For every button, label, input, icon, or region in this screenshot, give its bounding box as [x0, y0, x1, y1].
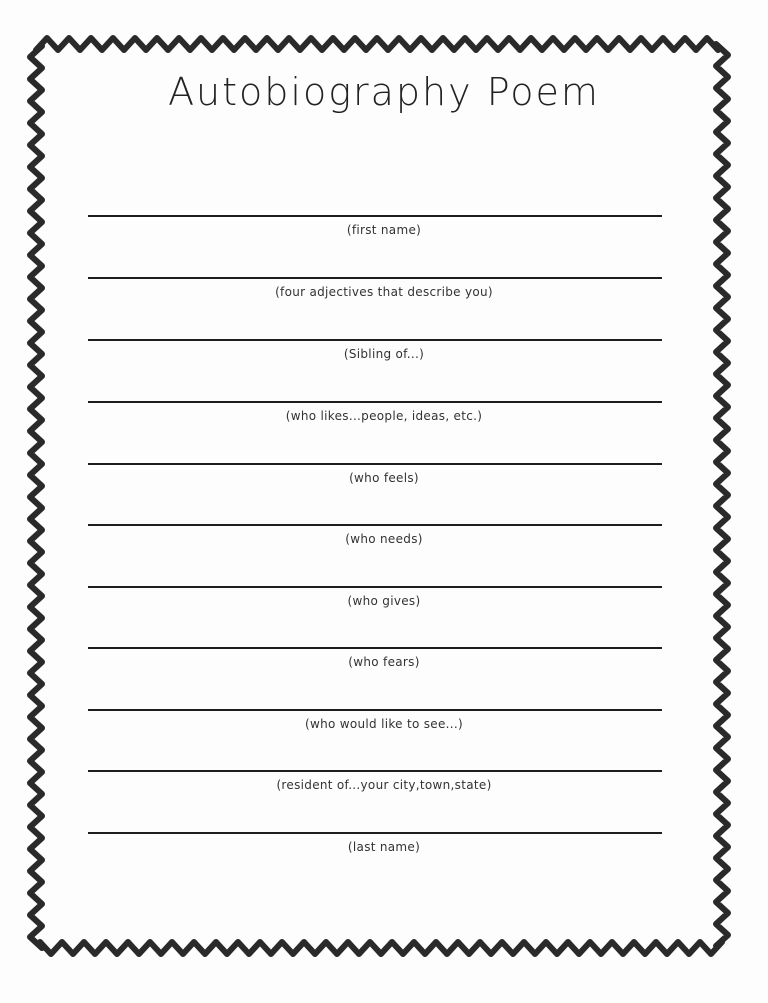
- answer-line[interactable]: [88, 647, 662, 649]
- answer-line[interactable]: [88, 770, 662, 772]
- answer-line[interactable]: [88, 463, 662, 465]
- field-sibling-of: [0, 339, 768, 379]
- field-who-likes: [0, 401, 768, 441]
- field-who-feels: [0, 463, 768, 503]
- answer-line[interactable]: [88, 339, 662, 341]
- field-caption: (who would like to see...): [305, 717, 463, 731]
- field-caption: (first name): [346, 223, 422, 237]
- field-caption: (Sibling of...): [343, 347, 425, 361]
- field-resident-of: [0, 770, 768, 810]
- answer-line[interactable]: [88, 709, 662, 711]
- answer-line[interactable]: [88, 401, 662, 403]
- field-caption: (who likes...people, ideas, etc.): [285, 409, 483, 423]
- answer-line[interactable]: [88, 215, 662, 217]
- field-who-gives: [0, 586, 768, 626]
- field-would-like-to-see: [0, 709, 768, 749]
- field-caption: (who feels): [349, 471, 419, 485]
- field-caption: (who gives): [347, 594, 421, 608]
- field-who-fears: [0, 647, 768, 687]
- field-caption: (who needs): [345, 532, 423, 546]
- field-caption: (four adjectives that describe you): [275, 285, 493, 299]
- page-title: Autobiography Poem: [168, 70, 600, 114]
- field-adjectives: [0, 277, 768, 317]
- answer-line[interactable]: [88, 524, 662, 526]
- answer-line[interactable]: [88, 832, 662, 834]
- field-first-name: [0, 215, 768, 255]
- field-last-name: [0, 832, 768, 872]
- field-caption: (who fears): [348, 655, 420, 669]
- answer-line[interactable]: [88, 277, 662, 279]
- field-who-needs: [0, 524, 768, 564]
- field-caption: (last name): [347, 840, 421, 854]
- answer-line[interactable]: [88, 586, 662, 588]
- field-caption: (resident of...your city,town,state): [276, 778, 492, 792]
